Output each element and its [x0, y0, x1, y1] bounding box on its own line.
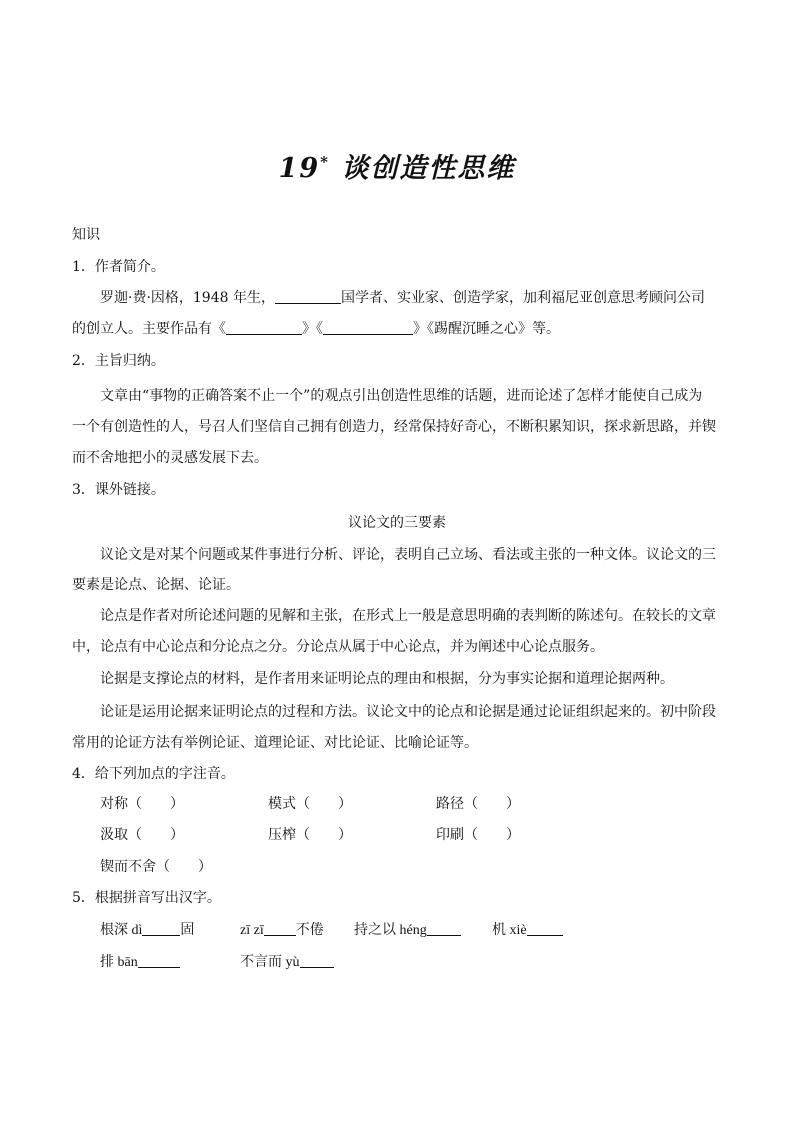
q3-paragraph-line: 常用的论证方法有举例论证、道理论证、对比论证、比喻论证等。 [72, 735, 478, 751]
answer-blank[interactable] [138, 953, 180, 968]
hanzi-item: 机 xiè [492, 920, 563, 941]
q1-text: 罗迦·费·因格，1948 年生， [100, 290, 275, 306]
q3-paragraph-line: 议论文是对某个问题或某件事进行分析、评论，表明自己立场、看法或主张的一种文体。议论文的三 [100, 547, 716, 563]
answer-blank[interactable] [300, 953, 334, 968]
hanzi-item: zī zī 不倦 [240, 922, 324, 938]
lesson-title: 谈创造性思维 [341, 153, 516, 184]
q3-heading: 3．课外链接。 [72, 482, 165, 498]
q2-paragraph-line: 一个有创造性的人，号召人们坚信自己拥有创造力，经常保持好奇心，不断积累知识，探求新思路，并锲 [72, 419, 716, 435]
q4-heading: 4．给下列加点的字注音。 [72, 766, 235, 782]
answer-blank[interactable] [142, 921, 180, 936]
answer-blank[interactable] [264, 921, 296, 936]
pinyin-item[interactable]: 压榨（ ） [268, 827, 352, 843]
lesson-number: 19 [278, 153, 321, 184]
self-study-star: * [320, 153, 331, 171]
section-label: 知识 [72, 227, 100, 243]
q5-heading: 5．根据拼音写出汉字。 [72, 890, 221, 906]
q3-subtitle: 议论文的三要素 [348, 515, 446, 531]
q3-paragraph-line: 论点是作者对所论述问题的见解和主张，在形式上一般是意思明确的表判断的陈述句。在较长的文章 [100, 608, 716, 624]
q1-heading: 1．作者简介。 [72, 259, 165, 275]
work-title-blank-2[interactable] [323, 320, 413, 335]
hanzi-item: 持之以 héng [354, 920, 461, 941]
q3-paragraph-line: 中，论点有中心论点和分论点之分。分论点从属于中心论点，并为阐述中心论点服务。 [72, 639, 604, 655]
q1-line-1 [100, 288, 705, 308]
hanzi-item: 根深 dì 固 [100, 922, 195, 938]
q1-text: 》《 [302, 321, 323, 337]
answer-blank[interactable] [527, 921, 563, 936]
q2-paragraph-line: 而不舍地把小的灵感发展下去。 [72, 450, 268, 466]
hanzi-item: 排 bān [100, 952, 180, 973]
q2-paragraph-line: 文章由“事物的正确答案不止一个”的观点引出创造性思维的话题，进而论述了怎样才能使自己成为 [100, 388, 703, 404]
pinyin-item[interactable]: 路径（ ） [436, 796, 520, 812]
hanzi-item: 不言而 yù [240, 952, 334, 973]
q3-paragraph-line: 要素是论点、论据、论证。 [72, 577, 240, 593]
q1-text: 》《踢醒沉睡之心》等。 [413, 321, 560, 337]
work-title-blank-1[interactable] [226, 320, 302, 335]
q1-line-2 [72, 319, 560, 339]
pinyin-item[interactable]: 汲取（ ） [100, 827, 184, 843]
q2-heading: 2．主旨归纳。 [72, 353, 165, 369]
q3-paragraph-line: 论证是运用论据来证明论点的过程和方法。议论文中的论点和论据是通过论证组织起来的。初中阶段 [100, 704, 716, 720]
pinyin-item[interactable]: 锲而不舍（ ） [100, 859, 212, 875]
nationality-blank[interactable] [275, 289, 341, 304]
pinyin-item[interactable]: 对称（ ） [100, 796, 184, 812]
answer-blank[interactable] [427, 921, 461, 936]
pinyin-item[interactable]: 模式（ ） [268, 796, 352, 812]
q3-paragraph-line: 论据是支撑论点的材料，是作者用来证明论点的理由和根据，分为事实论据和道理论据两种。 [100, 671, 674, 687]
q1-text: 的创立人。主要作品有《 [72, 321, 226, 337]
pinyin-item[interactable]: 印刷（ ） [436, 827, 520, 843]
q1-text: 国学者、实业家、创造学家，加利福尼亚创意思考顾问公司 [340, 290, 705, 306]
page-title [0, 146, 794, 185]
